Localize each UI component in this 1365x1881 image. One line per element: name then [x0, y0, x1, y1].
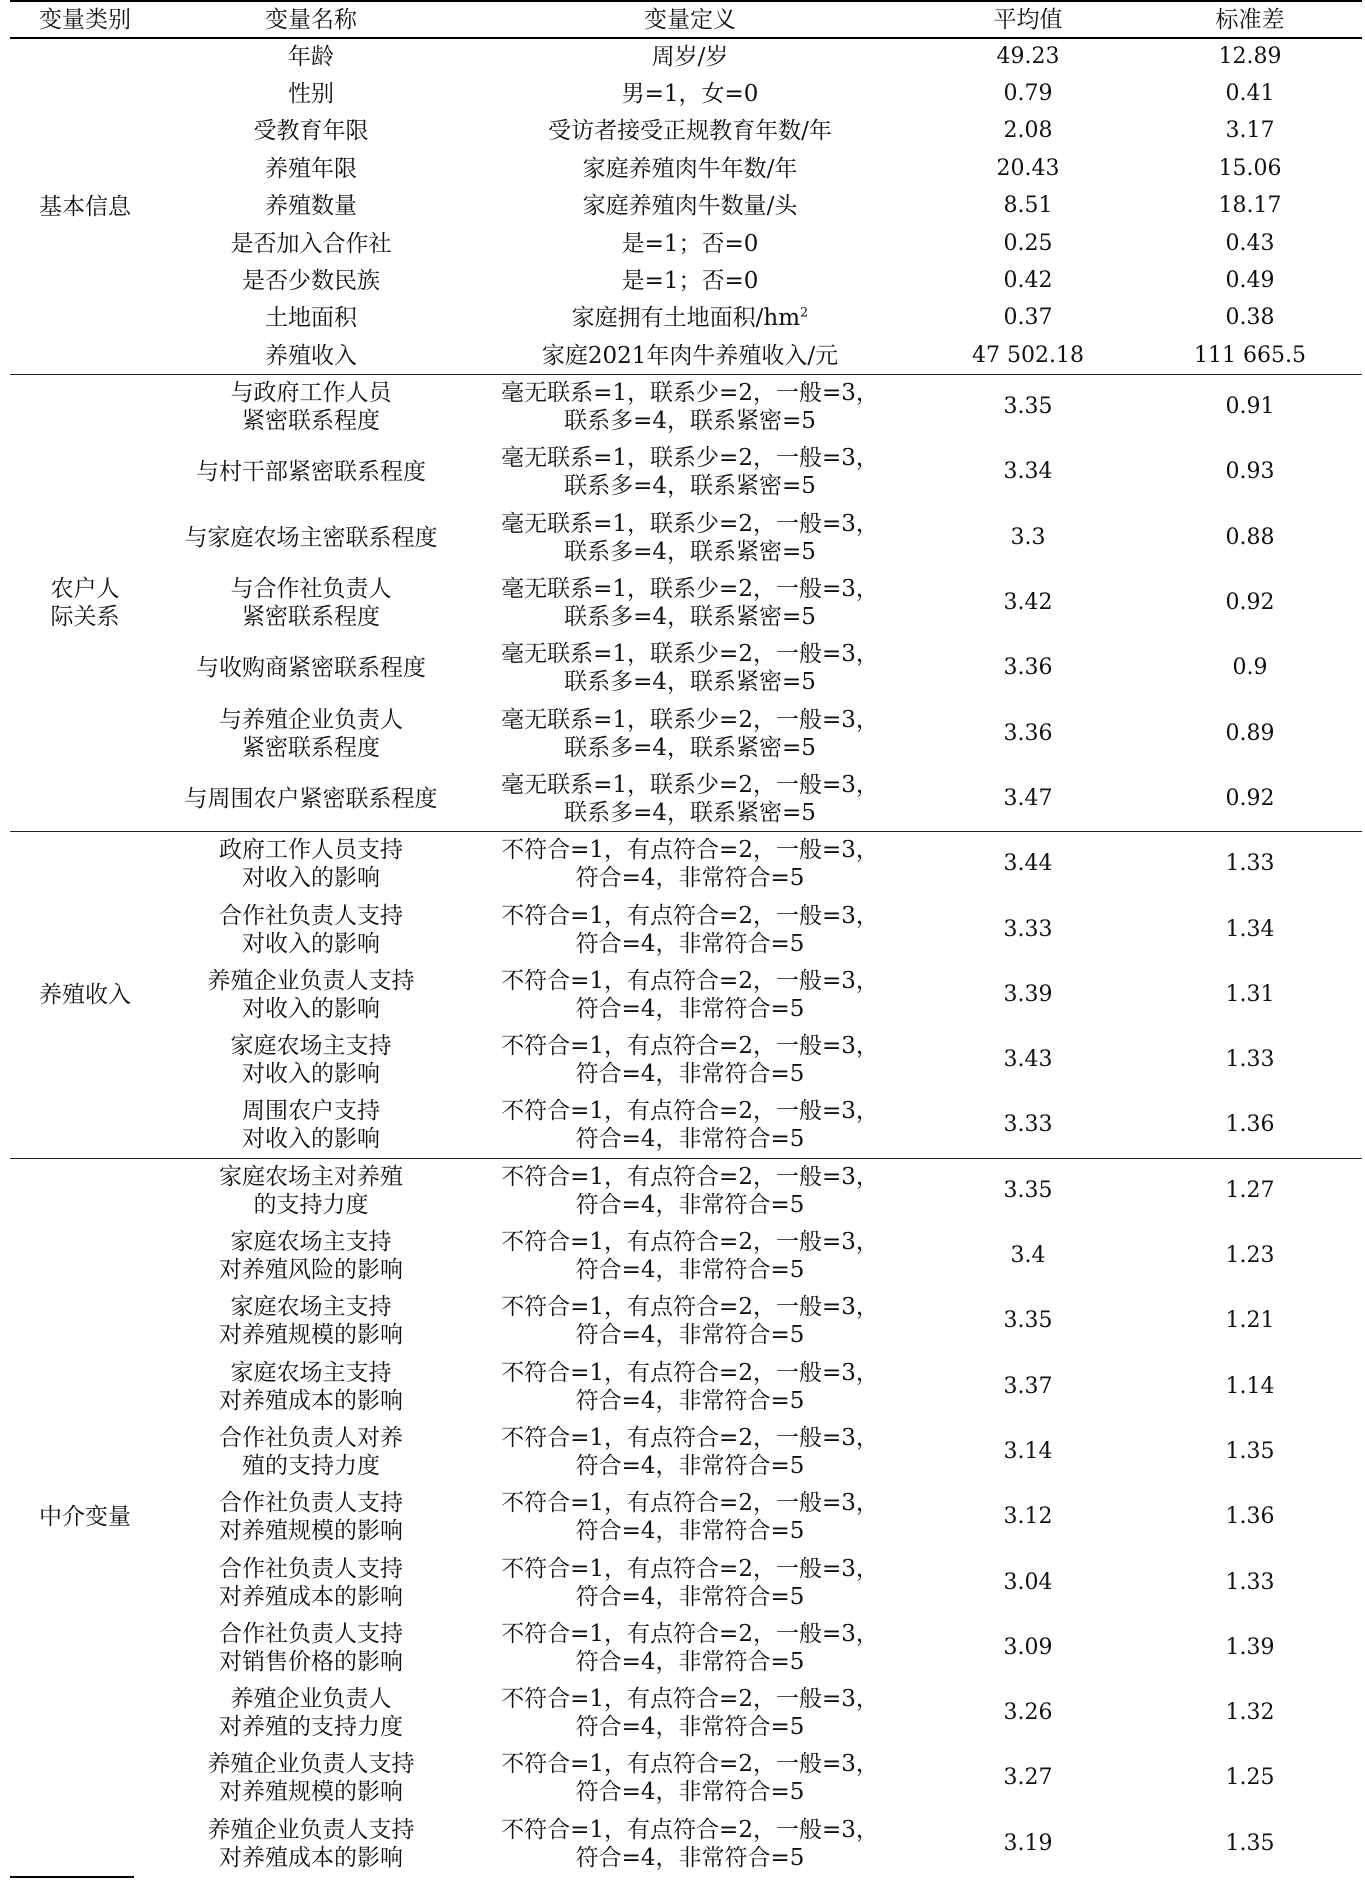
variable-name-cell — [160, 38, 462, 75]
definition-text: 不符合=1，有点符合=2，一般=3， — [501, 1294, 879, 1321]
table-row — [10, 1027, 1362, 1092]
definition-cell — [462, 1419, 918, 1484]
header-variable-name: 变量名称 — [160, 1, 462, 38]
mean-value: 3.35 — [1003, 1308, 1053, 1334]
variable-name-text: 养殖企业负责人 — [230, 1686, 392, 1713]
definition-text: 符合=4，非常符合=5 — [575, 1061, 805, 1088]
variable-name-cell — [160, 570, 462, 635]
category-label: 基本信息 — [39, 193, 131, 220]
variable-name-text: 对收入的影响 — [242, 865, 380, 892]
variable-name-text: 的支持力度 — [253, 1191, 369, 1218]
definition-text: 周岁/岁 — [651, 44, 729, 71]
definition-text: 符合=4，非常符合=5 — [575, 1583, 805, 1610]
mean-value: 3.42 — [1003, 590, 1053, 616]
definition-cell — [462, 188, 918, 225]
variable-name-text: 养殖企业负责人支持 — [207, 1816, 415, 1843]
table-row — [10, 38, 1362, 75]
mean-value: 3.36 — [1003, 720, 1053, 746]
table-row — [10, 832, 1362, 897]
definition-text: 联系多=4，联系紧密=5 — [564, 669, 816, 696]
category-label: 农户人 — [50, 576, 120, 603]
std-dev-value: 1.34 — [1225, 916, 1275, 942]
variable-name-text: 年龄 — [288, 44, 334, 71]
std-dev-value: 111 665.5 — [1194, 342, 1306, 368]
header-std-dev: 标准差 — [1138, 1, 1362, 38]
mean-value: 3.09 — [1003, 1634, 1053, 1660]
variable-name-text: 与养殖企业负责人 — [219, 706, 403, 733]
mean-value: 3.12 — [1003, 1504, 1053, 1530]
variable-name-text: 土地面积 — [265, 305, 357, 332]
variable-name-text: 与家庭农场主密联系程度 — [184, 524, 438, 551]
mean-value: 3.37 — [1003, 1373, 1053, 1399]
header-definition: 变量定义 — [462, 1, 918, 38]
std-dev-value: 1.21 — [1225, 1308, 1275, 1334]
definition-cell — [462, 1289, 918, 1354]
variable-name-text: 与收购商紧密联系程度 — [196, 655, 426, 682]
definition-cell — [462, 113, 918, 150]
table-row — [10, 570, 1362, 635]
mean-value: 20.43 — [996, 155, 1060, 181]
category-cell — [10, 38, 160, 375]
mean-value: 0.42 — [1003, 268, 1053, 294]
variable-name-cell — [160, 1615, 462, 1680]
definition-cell — [462, 570, 918, 635]
table-row — [10, 766, 1362, 831]
definition-cell — [462, 75, 918, 112]
mean-value: 3.43 — [1003, 1047, 1053, 1073]
mean-value: 3.3 — [1010, 524, 1046, 550]
variable-name-cell — [160, 1354, 462, 1419]
std-dev-value: 0.92 — [1225, 785, 1275, 811]
definition-text: 联系多=4，联系紧密=5 — [564, 473, 816, 500]
std-dev-value: 1.14 — [1225, 1373, 1275, 1399]
variable-name-text: 对养殖规模的影响 — [219, 1322, 403, 1349]
variable-name-text: 与合作社负责人 — [230, 576, 392, 603]
std-dev-value: 1.31 — [1225, 981, 1275, 1007]
variable-name-text: 养殖数量 — [265, 193, 357, 220]
definition-text: 联系多=4，联系紧密=5 — [564, 538, 816, 565]
variable-name-cell — [160, 1746, 462, 1811]
definition-cell — [462, 1485, 918, 1550]
table-row — [10, 1158, 1362, 1223]
table-row — [10, 1550, 1362, 1615]
table-body — [10, 38, 1362, 1876]
variable-name-text: 家庭农场主对养殖 — [219, 1163, 403, 1190]
definition-cell — [462, 1550, 918, 1615]
std-dev-value: 0.41 — [1225, 81, 1275, 107]
std-dev-value: 1.32 — [1225, 1700, 1275, 1726]
definition-text: 符合=4，非常符合=5 — [575, 1257, 805, 1284]
table-row — [10, 375, 1362, 440]
table-row — [10, 300, 1362, 337]
definition-text: 不符合=1，有点符合=2，一般=3， — [501, 1033, 879, 1060]
variable-name-text: 对养殖的支持力度 — [219, 1714, 403, 1741]
table-row — [10, 636, 1362, 701]
definition-text: 毫无联系=1，联系少=2，一般=3， — [501, 380, 879, 407]
definition-cell — [462, 1223, 918, 1288]
variable-name-text: 家庭农场主支持 — [230, 1294, 392, 1321]
definition-cell — [462, 962, 918, 1027]
mean-value: 3.4 — [1010, 1243, 1046, 1269]
variable-name-cell — [160, 701, 462, 766]
definition-text: 不符合=1，有点符合=2，一般=3， — [501, 902, 879, 929]
variable-name-cell — [160, 440, 462, 505]
variable-name-cell — [160, 1158, 462, 1223]
mean-value: 3.26 — [1003, 1700, 1053, 1726]
std-dev-value: 1.33 — [1225, 1569, 1275, 1595]
variable-name-text: 养殖年限 — [265, 155, 357, 182]
variable-name-text: 是否少数民族 — [242, 268, 380, 295]
definition-text: 毫无联系=1，联系少=2，一般=3， — [501, 576, 879, 603]
mean-value: 3.44 — [918, 832, 1138, 897]
variable-name-cell — [160, 1485, 462, 1550]
std-dev-value: 1.36 — [1225, 1112, 1275, 1138]
table-row — [10, 1419, 1362, 1484]
definition-text: 符合=4，非常符合=5 — [575, 1844, 805, 1871]
definition-text: 符合=4，非常符合=5 — [575, 1518, 805, 1545]
definition-cell — [462, 1811, 918, 1876]
table-header — [10, 1, 1362, 38]
table-row — [10, 150, 1362, 187]
mean-value: 47 502.18 — [972, 342, 1084, 368]
definition-cell — [462, 440, 918, 505]
category-cell — [10, 375, 160, 832]
definition-text: 符合=4，非常符合=5 — [575, 1322, 805, 1349]
definition-cell — [462, 1680, 918, 1745]
table-row — [10, 505, 1362, 570]
table-row — [10, 701, 1362, 766]
variable-name-text: 对收入的影响 — [242, 995, 380, 1022]
definition-cell — [462, 832, 918, 897]
std-dev-value: 12.89 — [1138, 38, 1362, 75]
variable-name-text: 家庭农场主支持 — [230, 1033, 392, 1060]
variable-name-text: 与政府工作人员 — [230, 380, 392, 407]
variable-name-text: 合作社负责人对养 — [219, 1424, 403, 1451]
variable-name-text: 对养殖成本的影响 — [219, 1844, 403, 1871]
definition-text: 不符合=1，有点符合=2，一般=3， — [501, 1359, 879, 1386]
variable-name-text: 紧密联系程度 — [242, 408, 380, 435]
category-cell — [10, 1158, 160, 1876]
variable-name-cell — [160, 375, 462, 440]
definition-text: 不符合=1，有点符合=2，一般=3， — [501, 1098, 879, 1125]
variable-name-text: 对收入的影响 — [242, 1061, 380, 1088]
definition-text: 毫无联系=1，联系少=2，一般=3， — [501, 510, 879, 537]
definition-text: 符合=4，非常符合=5 — [575, 1452, 805, 1479]
definition-text: 不符合=1，有点符合=2，一般=3， — [501, 1555, 879, 1582]
definition-text: 符合=4，非常符合=5 — [575, 1387, 805, 1414]
variable-name-text: 性别 — [288, 81, 334, 108]
table-row — [10, 1289, 1362, 1354]
mean-value: 3.34 — [1003, 459, 1053, 485]
mean-value: 0.37 — [1003, 305, 1053, 331]
definition-cell — [462, 1027, 918, 1092]
header-mean: 平均值 — [918, 1, 1138, 38]
definition-text: 符合=4，非常符合=5 — [575, 1191, 805, 1218]
variable-name-cell — [160, 1223, 462, 1288]
table-row — [10, 962, 1362, 1027]
mean-value: 3.04 — [1003, 1569, 1053, 1595]
definition-cell — [462, 1354, 918, 1419]
definition-text: 是=1；否=0 — [621, 230, 759, 257]
definition-text: 联系多=4，联系紧密=5 — [564, 408, 816, 435]
definition-text: 不符合=1，有点符合=2，一般=3， — [501, 1620, 879, 1647]
std-dev-value: 0.38 — [1225, 305, 1275, 331]
table-row — [10, 897, 1362, 962]
mean-value: 2.08 — [1003, 118, 1053, 144]
definition-text: 男=1，女=0 — [621, 81, 759, 108]
definition-text: 毫无联系=1，联系少=2，一般=3， — [501, 771, 879, 798]
table-row — [10, 1485, 1362, 1550]
category-label: 际关系 — [50, 604, 120, 631]
variable-name-text: 周围农户支持 — [242, 1098, 380, 1125]
category-label: 养殖收入 — [39, 981, 131, 1008]
definition-text: 毫无联系=1，联系少=2，一般=3， — [501, 706, 879, 733]
variable-name-text: 殖的支持力度 — [242, 1452, 380, 1479]
definition-cell — [462, 1093, 918, 1158]
variable-name-text: 紧密联系程度 — [242, 604, 380, 631]
variable-name-cell — [160, 113, 462, 150]
definition-cell — [462, 897, 918, 962]
definition-text: 符合=4，非常符合=5 — [575, 1714, 805, 1741]
variable-name-cell — [160, 1093, 462, 1158]
table-row — [10, 1093, 1362, 1158]
variable-name-cell — [160, 188, 462, 225]
std-dev-value: 1.36 — [1225, 1504, 1275, 1530]
table-row — [10, 1746, 1362, 1811]
std-dev-value: 0.88 — [1225, 524, 1275, 550]
definition-text: 联系多=4，联系紧密=5 — [564, 799, 816, 826]
variable-name-text: 紧密联系程度 — [242, 734, 380, 761]
definition-cell — [462, 505, 918, 570]
definition-text: 家庭2021年肉牛养殖收入/元 — [541, 342, 839, 369]
variable-name-text: 合作社负责人支持 — [219, 1620, 403, 1647]
variable-name-cell — [160, 1680, 462, 1745]
variable-name-text: 受教育年限 — [253, 118, 369, 145]
variable-name-cell — [160, 75, 462, 112]
variable-name-text: 合作社负责人支持 — [219, 1555, 403, 1582]
definition-cell — [462, 636, 918, 701]
std-dev-value: 3.17 — [1225, 118, 1275, 144]
definition-text: 家庭拥有土地面积/hm — [571, 305, 801, 332]
variable-name-text: 对养殖规模的影响 — [219, 1518, 403, 1545]
variable-name-cell — [160, 636, 462, 701]
table-row — [10, 1811, 1362, 1876]
variable-name-cell — [160, 300, 462, 337]
std-dev-value: 1.27 — [1138, 1158, 1362, 1223]
variable-name-text: 养殖企业负责人支持 — [207, 1751, 415, 1778]
definition-text: 毫无联系=1，联系少=2，一般=3， — [501, 641, 879, 668]
mean-value: 3.33 — [1003, 1112, 1053, 1138]
table-row — [10, 188, 1362, 225]
std-dev-value: 0.89 — [1225, 720, 1275, 746]
definition-cell — [462, 225, 918, 262]
std-dev-value: 0.91 — [1138, 375, 1362, 440]
definition-cell — [462, 150, 918, 187]
category-cell — [10, 832, 160, 1158]
variable-name-cell — [160, 1027, 462, 1092]
unit-superscript: 2 — [800, 305, 809, 321]
std-dev-value: 1.23 — [1225, 1243, 1275, 1269]
definition-text: 毫无联系=1，联系少=2，一般=3， — [501, 445, 879, 472]
definition-text: 是=1；否=0 — [621, 268, 759, 295]
variable-name-cell — [160, 962, 462, 1027]
variable-name-cell — [160, 337, 462, 374]
std-dev-value: 1.39 — [1225, 1634, 1275, 1660]
variable-name-text: 对养殖规模的影响 — [219, 1779, 403, 1806]
variable-name-text: 对养殖成本的影响 — [219, 1583, 403, 1610]
variable-name-cell — [160, 262, 462, 299]
variable-name-text: 合作社负责人支持 — [219, 902, 403, 929]
definition-text: 符合=4，非常符合=5 — [575, 865, 805, 892]
std-dev-value: 18.17 — [1218, 193, 1282, 219]
variable-name-text: 对销售价格的影响 — [219, 1648, 403, 1675]
definition-cell — [462, 337, 918, 374]
variable-name-cell — [160, 1550, 462, 1615]
definition-cell — [462, 262, 918, 299]
variable-name-cell — [160, 1289, 462, 1354]
table-row — [10, 75, 1362, 112]
std-dev-value: 0.49 — [1225, 268, 1275, 294]
definition-cell — [462, 1615, 918, 1680]
variable-name-cell — [160, 505, 462, 570]
definition-text: 符合=4，非常符合=5 — [575, 995, 805, 1022]
std-dev-value: 0.92 — [1225, 590, 1275, 616]
definition-text: 不符合=1，有点符合=2，一般=3， — [501, 1490, 879, 1517]
variable-name-cell — [160, 832, 462, 897]
definition-text: 符合=4，非常符合=5 — [575, 1648, 805, 1675]
category-label: 中介变量 — [39, 1504, 131, 1531]
mean-value: 0.79 — [1003, 81, 1053, 107]
definition-cell — [462, 38, 918, 75]
definition-text: 不符合=1，有点符合=2，一般=3， — [501, 837, 879, 864]
definition-text: 符合=4，非常符合=5 — [575, 930, 805, 957]
variable-name-text: 家庭农场主支持 — [230, 1359, 392, 1386]
variable-name-cell — [160, 225, 462, 262]
table-row — [10, 1615, 1362, 1680]
variable-name-text: 合作社负责人支持 — [219, 1490, 403, 1517]
definition-text: 不符合=1，有点符合=2，一般=3， — [501, 1163, 879, 1190]
definition-text: 联系多=4，联系紧密=5 — [564, 734, 816, 761]
std-dev-value: 1.25 — [1225, 1765, 1275, 1791]
mean-value: 3.39 — [1003, 981, 1053, 1007]
mean-value: 3.35 — [918, 1158, 1138, 1223]
definition-text: 不符合=1，有点符合=2，一般=3， — [501, 1424, 879, 1451]
variable-name-text: 与周围农户紧密联系程度 — [184, 785, 438, 812]
variable-name-text: 对收入的影响 — [242, 930, 380, 957]
header-category: 变量类别 — [10, 1, 160, 38]
definition-cell — [462, 1746, 918, 1811]
variable-name-text: 家庭农场主支持 — [230, 1229, 392, 1256]
variable-name-cell — [160, 1811, 462, 1876]
variable-name-text: 对收入的影响 — [242, 1126, 380, 1153]
mean-value: 3.35 — [918, 375, 1138, 440]
variable-name-text: 与村干部紧密联系程度 — [196, 459, 426, 486]
definition-text: 不符合=1，有点符合=2，一般=3， — [501, 967, 879, 994]
table-row — [10, 1223, 1362, 1288]
variable-name-cell — [160, 150, 462, 187]
definition-text: 家庭养殖肉牛年数/年 — [582, 155, 798, 182]
variable-statistics-table — [10, 0, 1362, 1876]
mean-value: 8.51 — [1003, 193, 1053, 219]
variable-table-container — [10, 0, 1362, 1876]
std-dev-value: 1.35 — [1225, 1438, 1275, 1464]
std-dev-value: 0.43 — [1225, 230, 1275, 256]
mean-value: 3.27 — [1003, 1765, 1053, 1791]
definition-text: 不符合=1，有点符合=2，一般=3， — [501, 1816, 879, 1843]
mean-value: 3.36 — [1003, 655, 1053, 681]
definition-text: 家庭养殖肉牛数量/头 — [582, 193, 798, 220]
table-row — [10, 337, 1362, 374]
variable-name-cell — [160, 1419, 462, 1484]
definition-text-with-unit — [462, 304, 918, 332]
variable-name-cell — [160, 766, 462, 831]
header-row — [10, 1, 1362, 38]
variable-name-text: 是否加入合作社 — [230, 230, 392, 257]
table-bottom-rule — [10, 1876, 134, 1878]
definition-text: 符合=4，非常符合=5 — [575, 1126, 805, 1153]
table-row — [10, 225, 1362, 262]
variable-name-text: 养殖企业负责人支持 — [207, 967, 415, 994]
variable-name-text: 养殖收入 — [265, 342, 357, 369]
std-dev-value: 15.06 — [1218, 155, 1282, 181]
variable-name-cell — [160, 897, 462, 962]
mean-value: 3.47 — [1003, 785, 1053, 811]
mean-value: 3.14 — [1003, 1438, 1053, 1464]
std-dev-value: 0.9 — [1232, 655, 1268, 681]
definition-cell — [462, 766, 918, 831]
std-dev-value: 1.35 — [1225, 1830, 1275, 1856]
std-dev-value: 1.33 — [1138, 832, 1362, 897]
definition-cell — [462, 300, 918, 337]
definition-cell — [462, 1158, 918, 1223]
mean-value: 49.23 — [918, 38, 1138, 75]
definition-cell — [462, 701, 918, 766]
mean-value: 3.19 — [1003, 1830, 1053, 1856]
definition-text: 受访者接受正规教育年数/年 — [548, 118, 832, 145]
definition-text: 不符合=1，有点符合=2，一般=3， — [501, 1229, 879, 1256]
table-row — [10, 440, 1362, 505]
variable-name-text: 政府工作人员支持 — [219, 837, 403, 864]
definition-text: 不符合=1，有点符合=2，一般=3， — [501, 1686, 879, 1713]
mean-value: 3.33 — [1003, 916, 1053, 942]
std-dev-value: 1.33 — [1225, 1047, 1275, 1073]
definition-text: 符合=4，非常符合=5 — [575, 1779, 805, 1806]
std-dev-value: 0.93 — [1225, 459, 1275, 485]
definition-text: 联系多=4，联系紧密=5 — [564, 604, 816, 631]
definition-text: 不符合=1，有点符合=2，一般=3， — [501, 1751, 879, 1778]
variable-name-text: 对养殖成本的影响 — [219, 1387, 403, 1414]
table-row — [10, 1680, 1362, 1745]
mean-value: 0.25 — [1003, 230, 1053, 256]
table-row — [10, 262, 1362, 299]
table-row — [10, 113, 1362, 150]
definition-cell — [462, 375, 918, 440]
variable-name-text: 对养殖风险的影响 — [219, 1257, 403, 1284]
table-row — [10, 1354, 1362, 1419]
